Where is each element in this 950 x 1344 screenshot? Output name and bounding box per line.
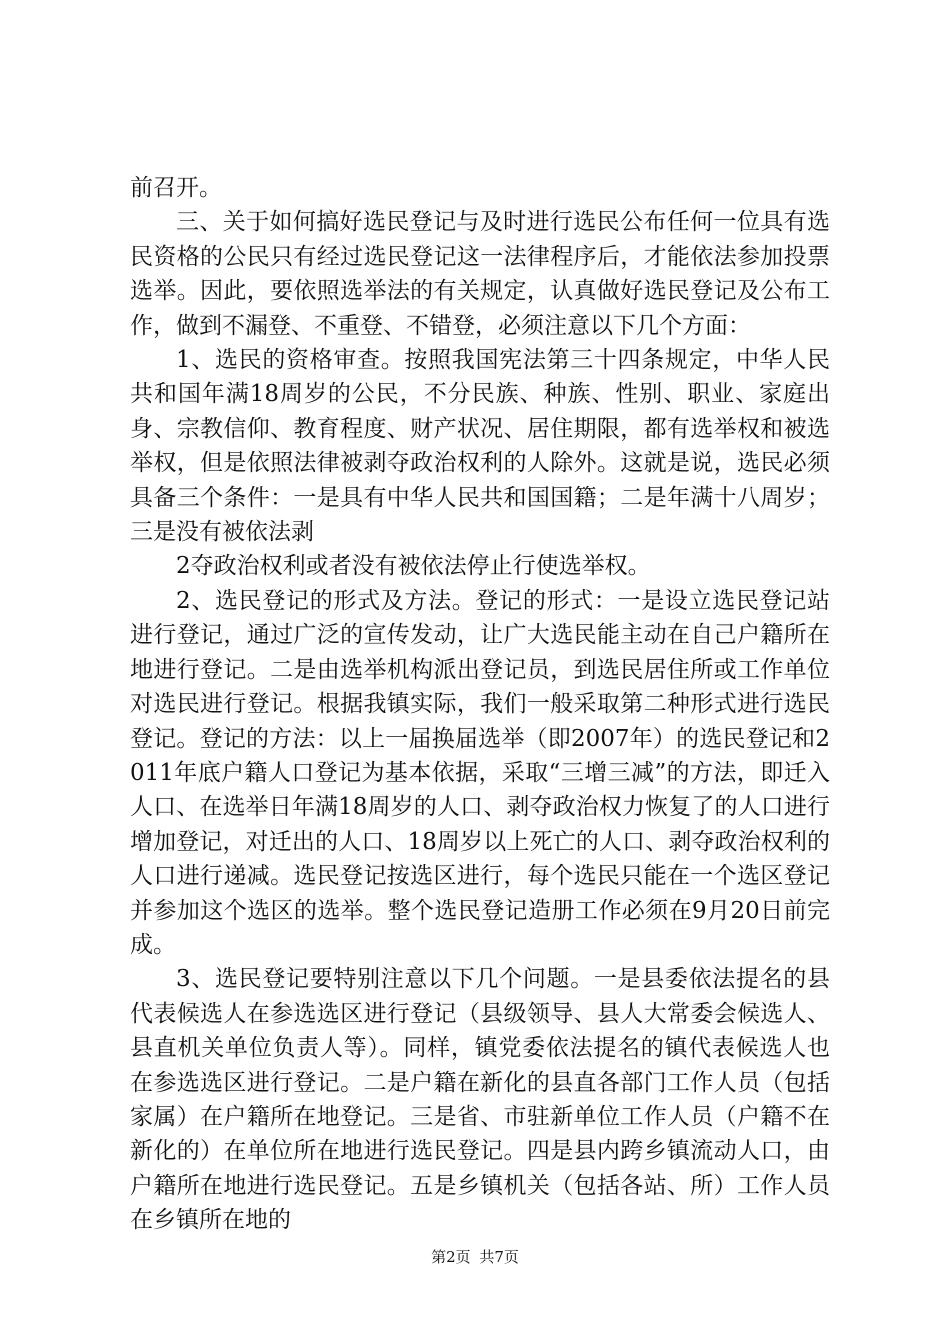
paragraph-registration-issues: 3、选民登记要特别注意以下几个问题。一是县委依法提名的县代表候选人在参选选区进行登记（县级领导、县人大常委会候选人、县直机关单位负责人等）。同样，镇党委依法提名的镇代表候选人也在参选选区进行登记。二是户籍在新化的县直各部门工作人员（包括家属）在户籍所在地登记。三是省、市驻新单位工作人员（户籍不在新化的）在单位所在地进行选民登记。四是县内跨乡镇流动人口，由户籍所在地进行选民登记。五是乡镇机关（包括各站、所）工作人员在乡镇所在地的 xyxy=(130,966,830,1234)
paragraph-registration-method: 2、选民登记的形式及方法。登记的形式：一是设立选民登记站进行登记，通过广泛的宣传发动，让广大选民能主动在自己户籍所在地进行登记。二是由选举机构派出登记员，到选民居住所或工作单位对选民进行登记。根据我镇实际，我们一般采取第二种形式进行选民登记。登记的方法：以上一届换届选举（即2007年）的选民登记和2011年底户籍人口登记为基本依据，采取“三增三减”的方法，即迁入人口、在选举日年满18周岁的人口、剥夺政治权力恢复了的人口进行增加登记，对迁出的人口、18周岁以上死亡的人口、剥夺政治权利的人口进行递减。选民登记按选区进行，每个选民只能在一个选区登记并参加这个选区的选举。整个选民登记造册工作必须在9月20日前完成。 xyxy=(130,587,830,958)
document-body xyxy=(130,171,830,1238)
page-total: 共7页 xyxy=(479,1248,519,1266)
paragraph-voter-qualification: 1、选民的资格审查。按照我国宪法第三十四条规定，中华人民共和国年满18周岁的公民，不分民族、种族、性别、职业、家庭出身、宗教信仰、教育程度、财产状况、居住期限，都有选举权和被选举权，但是依照法律被剥夺政治权利的人除外。这就是说，选民必须具备三个条件：一是具有中华人民共和国国籍；二是年满十八周岁；三是没有被依法剥 xyxy=(130,347,830,546)
paragraph-section-three: 三、关于如何搞好选民登记与及时进行选民公布任何一位具有选民资格的公民只有经过选民登记这一法律程序后，才能依法参加投票选举。因此，要依照选举法的有关规定，认真做好选民登记及公布工作，做到不漏登、不重登、不错登，必须注意以下几个方面： xyxy=(130,209,830,339)
page-footer xyxy=(0,1247,950,1267)
paragraph-continuation: 前召开。 xyxy=(130,175,222,201)
page-number: 第2页 xyxy=(431,1248,471,1266)
paragraph-qualification-continued: 2夺政治权利或者没有被依法停止行使选举权。 xyxy=(176,553,651,580)
